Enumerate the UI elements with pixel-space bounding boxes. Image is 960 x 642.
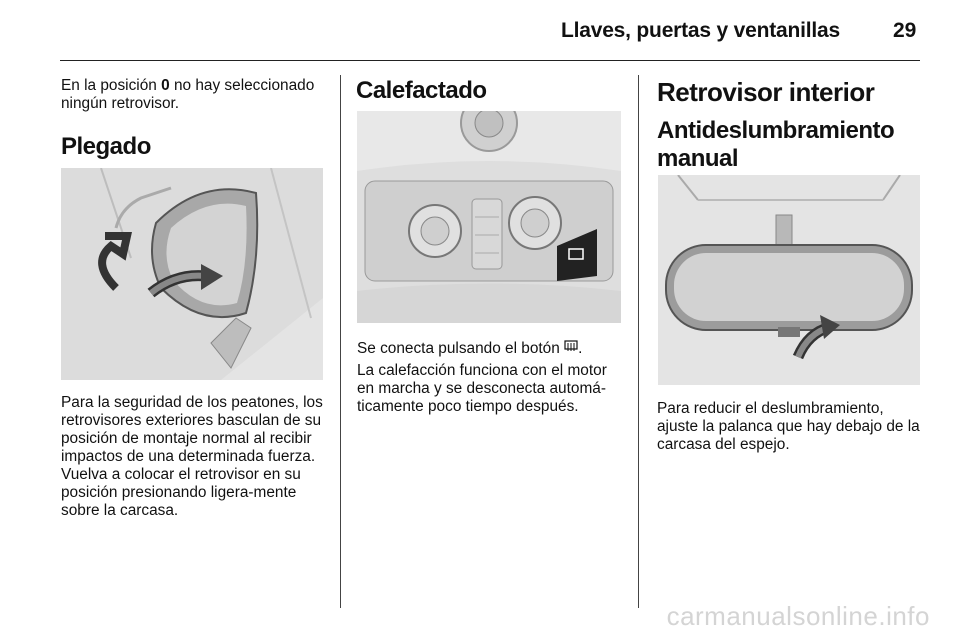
activation-text: Se conecta pulsando el botón xyxy=(357,340,565,357)
heading-calefactado: Calefactado xyxy=(356,77,487,104)
intro-text-end: no hay seleccionado ningún retrovisor. xyxy=(61,77,315,112)
interior-mirror-illustration xyxy=(658,175,920,385)
climate-panel-illustration xyxy=(357,111,621,323)
page-number: 29 xyxy=(893,19,917,42)
heading-antideslumbramiento: Antideslumbramiento manual xyxy=(657,117,895,172)
position-zero: 0 xyxy=(161,77,170,94)
column-divider-2 xyxy=(638,75,639,608)
column-divider-1 xyxy=(340,75,341,608)
heading-retrovisor-interior: Retrovisor interior xyxy=(657,77,875,107)
intro-paragraph xyxy=(61,77,329,113)
activation-text-end: . xyxy=(578,340,583,357)
plegado-description: Para la seguridad de los peatones, los retrovisores exteriores basculan de su posición de montaje normal al recibir impactos de una determinada fuerza. Vuelva a colocar el retrovisor en su posición presionando ligera-mente sobre la carcasa. xyxy=(61,394,323,519)
folding-mirror-illustration xyxy=(61,168,323,380)
calefactado-description: La calefacción funciona con el motor en marcha y se desconecta automá-ticamente poco tiempo después. xyxy=(357,362,607,415)
calefactado-activation xyxy=(357,340,625,358)
antideslumbramiento-description: Para reducir el deslumbramiento, ajuste la palanca que hay debajo de la carcasa del espejo. xyxy=(657,400,920,453)
section-title: Llaves, puertas y ventanillas xyxy=(560,19,840,42)
header-divider xyxy=(60,60,920,61)
intro-text: En la posición xyxy=(61,77,162,94)
rear-window-heater-icon xyxy=(564,340,578,358)
heading-plegado: Plegado xyxy=(61,133,151,160)
watermark: carmanualsonline.info xyxy=(666,601,930,631)
